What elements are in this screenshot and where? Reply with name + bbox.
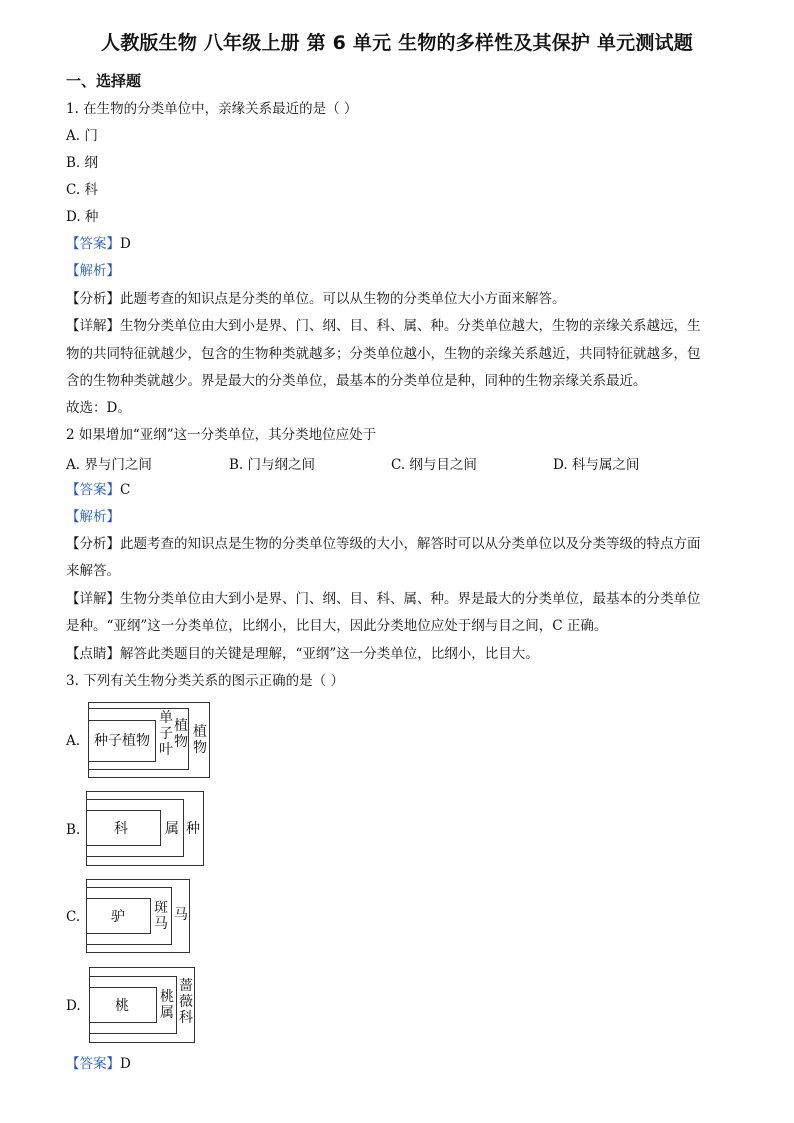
q3-answer: D (120, 1056, 131, 1072)
middle-label: 斑马 (154, 900, 168, 932)
q2-fenxi-line-2: 来解答。 (66, 563, 120, 579)
section-heading: 一、选择题 (66, 72, 142, 90)
q3-option-c-diagram (86, 879, 190, 953)
q3-stem: 3. 下列有关生物分类关系的图示正确的是（ ） (66, 673, 344, 689)
middle-label: 桃属 (160, 989, 174, 1021)
q1-fenxi: 此题考查的知识点是分类的单位。可以从生物的分类单位大小方面来解答。 (120, 291, 566, 307)
q1-jiexi-tag: 【解析】 (66, 263, 120, 279)
q3-option-a-diagram (86, 702, 210, 778)
q1-xiangjie-line-3: 含的生物种类就越少。界是最大的分类单位，最基本的分类单位是种，同种的生物亲缘关系最近。 (66, 373, 647, 389)
q2-stem: 2 如果增加“亚纲”这一分类单位，其分类地位应处于 (66, 427, 377, 443)
page-title: 人教版生物 八年级上册 第 6 单元 生物的多样性及其保护 单元测试题 (101, 32, 693, 54)
q3-answer-line (66, 1055, 131, 1073)
dianjing-tag: 【点睛】 (66, 646, 120, 662)
q2-jiexi-tag: 【解析】 (66, 509, 120, 525)
q2-fenxi-text-1: 此题考查的知识点是生物的分类单位等级的大小，解答时可以从分类单位以及分类等级的特点方面 (120, 536, 701, 552)
outer-label: 蔷薇科 (179, 978, 193, 1026)
middle-label: 属 (165, 821, 179, 837)
q1-option-c: C. 科 (66, 182, 98, 198)
answer-tag: 【答案】 (66, 482, 120, 498)
middle-label-2: 植物 (174, 718, 188, 750)
q3-option-c-label: C. (66, 909, 81, 925)
q2-option-d: D. 科与属之间 (553, 457, 640, 473)
outer-label: 种 (186, 821, 200, 837)
q2-answer: C (120, 482, 131, 498)
q1-xiangjie-line-1 (66, 317, 701, 335)
q1-xiangjie-line-2: 物的共同特征就越少，包含的生物种类就越多；分类单位越小，生物的亲缘关系越近，共同特征就越多，包 (66, 346, 701, 362)
q3-option-b-label: B. (66, 822, 81, 838)
outer-label: 植物 (193, 724, 207, 756)
q1-answer-line (66, 235, 131, 253)
xiangjie-tag: 【详解】 (66, 318, 120, 334)
inner-label: 科 (114, 821, 128, 837)
q1-option-a: A. 门 (66, 128, 98, 144)
q1-xiangjie-text-1: 生物分类单位由大到小是界、门、纲、目、科、属、种。分类单位越大，生物的亲缘关系越远，生 (120, 318, 701, 334)
answer-tag: 【答案】 (66, 236, 120, 252)
q2-option-a: A. 界与门之间 (66, 457, 152, 473)
q3-option-d-diagram (89, 967, 195, 1043)
q2-answer-line (66, 481, 130, 499)
xiangjie-tag: 【详解】 (66, 591, 120, 607)
fenxi-tag: 【分析】 (66, 536, 120, 552)
q2-fenxi-line-1 (66, 535, 701, 553)
q2-xiangjie-text-1: 生物分类单位由大到小是界、门、纲、目、科、属、种。界是最大的分类单位，最基本的分类单位 (120, 591, 701, 607)
outer-label: 马 (174, 907, 188, 923)
q1-guxuan: 故选：D。 (66, 400, 131, 416)
q1-stem: 1. 在生物的分类单位中，亲缘关系最近的是（ ） (66, 101, 358, 117)
inner-label: 种子植物 (94, 733, 150, 749)
inner-label: 驴 (111, 909, 125, 925)
q2-option-c: C. 纲与目之间 (391, 457, 477, 473)
answer-tag: 【答案】 (66, 1056, 120, 1072)
q2-dianjing-line (66, 645, 539, 663)
q2-xiangjie-line-1 (66, 590, 701, 608)
q1-fenxi-line (66, 290, 566, 308)
q2-xiangjie-line-2: 是种。“亚纲”这一分类单位，比纲小，比目大，因此分类地位应处于纲与目之间，C 正确。 (66, 618, 608, 634)
inner-label: 桃 (115, 998, 129, 1014)
q1-option-d: D. 种 (66, 209, 99, 225)
middle-label: 单子叶 (159, 710, 173, 758)
q1-option-b: B. 纲 (66, 155, 99, 171)
q2-option-b: B. 门与纲之间 (229, 457, 316, 473)
q3-option-a-label: A. (66, 733, 81, 749)
q3-option-b-diagram (86, 791, 204, 866)
q1-answer: D (120, 236, 131, 252)
fenxi-tag: 【分析】 (66, 291, 120, 307)
q2-dianjing: 解答此类题目的关键是理解，“亚纲”这一分类单位，比纲小，比目大。 (120, 646, 539, 662)
q3-option-d-label: D. (66, 998, 81, 1014)
